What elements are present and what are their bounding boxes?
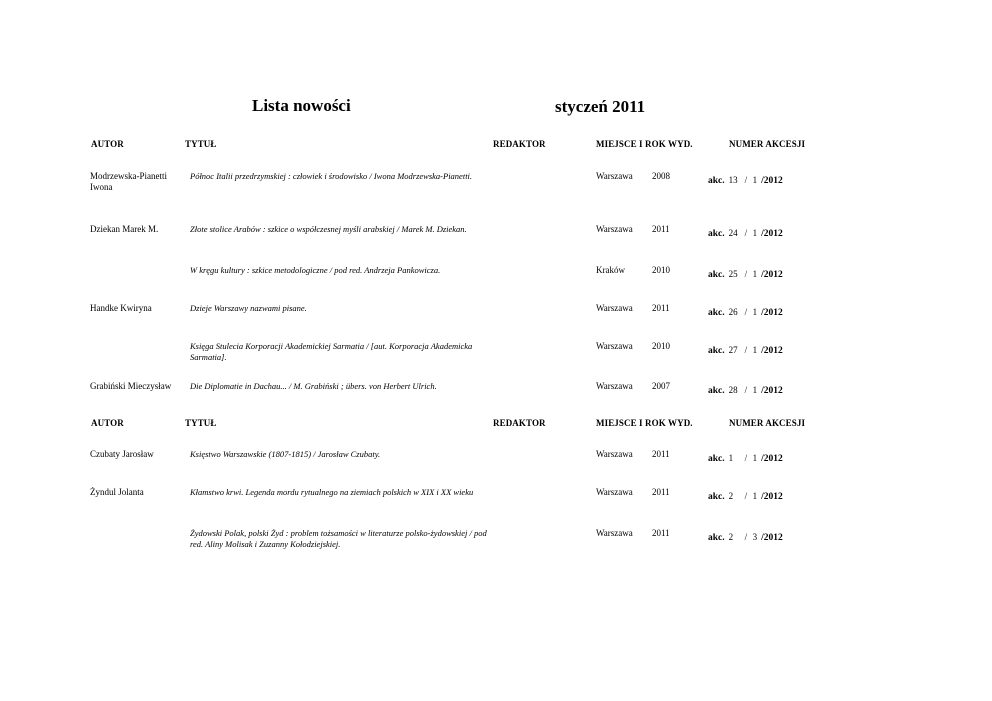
akc-number: 24	[728, 228, 738, 238]
akc-label: akc.	[708, 270, 725, 280]
akc-separator: /	[744, 491, 748, 501]
row-akcesja	[708, 486, 783, 504]
row-tytul: Kłamstwo krwi. Legenda mordu rytualnego na ziemiach polskich w XIX i XX wieku	[190, 487, 474, 497]
col-header-redaktor: REDAKTOR	[493, 418, 546, 428]
row-autor: Czubaty Jarosław	[90, 449, 154, 459]
row-rok: 2011	[652, 449, 670, 459]
row-akcesja	[708, 223, 783, 241]
row-akcesja	[708, 264, 783, 282]
akc-volume: 1	[752, 175, 758, 185]
akc-separator: /	[744, 269, 748, 279]
row-tytul: Die Diplomatie in Dachau... / M. Grabiński ; übers. von Herbert Ulrich.	[190, 381, 437, 391]
akc-number: 26	[728, 307, 738, 317]
akc-year: /2012	[761, 492, 783, 502]
akc-separator: /	[744, 385, 748, 395]
row-akcesja	[708, 380, 783, 398]
row-miejsce: Warszawa	[596, 224, 633, 234]
akc-separator: /	[744, 175, 748, 185]
akc-number: 1	[728, 453, 734, 463]
row-tytul: Złote stolice Arabów : szkice o współczesnej myśli arabskiej / Marek M. Dziekan.	[190, 224, 467, 234]
row-miejsce: Warszawa	[596, 449, 633, 459]
akc-label: akc.	[708, 346, 725, 356]
akc-year: /2012	[761, 346, 783, 356]
akc-year: /2012	[761, 454, 783, 464]
row-akcesja	[708, 448, 783, 466]
akc-year: /2012	[761, 533, 783, 543]
akc-volume: 3	[752, 532, 758, 542]
row-rok: 2008	[652, 171, 670, 181]
row-tytul: W kręgu kultury : szkice metodologiczne / pod red. Andrzeja Pankowicza.	[190, 265, 441, 275]
akc-volume: 1	[752, 491, 758, 501]
akc-volume: 1	[752, 345, 758, 355]
row-rok: 2011	[652, 487, 670, 497]
row-rok: 2010	[652, 265, 670, 275]
akc-separator: /	[744, 307, 748, 317]
akc-number: 2	[728, 532, 734, 542]
akc-volume: 1	[752, 269, 758, 279]
row-autor: Modrzewska-Pianetti Iwona	[90, 171, 167, 192]
akc-number: 13	[728, 175, 738, 185]
akc-year: /2012	[761, 176, 783, 186]
akc-separator: /	[744, 453, 748, 463]
col-header-numer: NUMER AKCESJI	[729, 418, 806, 428]
col-header-miejsce: MIEJSCE I ROK WYD.	[596, 139, 693, 149]
akc-label: akc.	[708, 308, 725, 318]
row-autor: Grabiński Mieczysław	[90, 381, 172, 391]
col-header-numer: NUMER AKCESJI	[729, 139, 806, 149]
row-rok: 2011	[652, 224, 670, 234]
row-tytul: Dzieje Warszawy nazwami pisane.	[190, 303, 307, 313]
row-miejsce: Warszawa	[596, 303, 633, 313]
akc-number: 28	[728, 385, 738, 395]
row-miejsce: Warszawa	[596, 381, 633, 391]
row-rok: 2011	[652, 528, 670, 538]
akc-year: /2012	[761, 270, 783, 280]
akc-volume: 1	[752, 307, 758, 317]
row-miejsce: Warszawa	[596, 528, 633, 538]
row-rok: 2007	[652, 381, 670, 391]
akc-separator: /	[744, 345, 748, 355]
akc-separator: /	[744, 532, 748, 542]
page-month: styczeń 2011	[555, 97, 646, 116]
row-autor: Żyndul Jolanta	[90, 487, 144, 497]
row-tytul: Księga Stulecia Korporacji Akademickiej Sarmatia / [aut. Korporacja Akademicka Sarmatia].	[190, 341, 473, 362]
col-header-autor: AUTOR	[91, 139, 124, 149]
row-tytul: Żydowski Polak, polski Żyd : problem tożsamości w literaturze polsko-żydowskiej / pod red. Aliny Molisak i Zuzanny Kołodziejskiej.	[190, 528, 487, 549]
akc-number: 2	[728, 491, 734, 501]
row-miejsce: Warszawa	[596, 487, 633, 497]
col-header-tytul: TYTUŁ	[185, 418, 217, 428]
row-miejsce: Kraków	[596, 265, 625, 275]
row-rok: 2011	[652, 303, 670, 313]
page-title: Lista nowości	[252, 96, 351, 115]
akc-year: /2012	[761, 308, 783, 318]
row-miejsce: Warszawa	[596, 171, 633, 181]
col-header-redaktor: REDAKTOR	[493, 139, 546, 149]
row-akcesja	[708, 302, 783, 320]
akc-number: 27	[728, 345, 738, 355]
akc-label: akc.	[708, 229, 725, 239]
row-autor: Dziekan Marek M.	[90, 224, 159, 234]
row-tytul: Północ Italii przedrzymskiej : człowiek i środowisko / Iwona Modrzewska-Pianetti.	[190, 171, 473, 181]
akc-separator: /	[744, 228, 748, 238]
col-header-autor: AUTOR	[91, 418, 124, 428]
col-header-miejsce: MIEJSCE I ROK WYD.	[596, 418, 693, 428]
akc-year: /2012	[761, 386, 783, 396]
row-akcesja	[708, 340, 783, 358]
akc-year: /2012	[761, 229, 783, 239]
row-autor: Handke Kwiryna	[90, 303, 152, 313]
akc-number: 25	[728, 269, 738, 279]
akc-volume: 1	[752, 453, 758, 463]
akc-volume: 1	[752, 385, 758, 395]
akc-label: akc.	[708, 176, 725, 186]
akc-label: akc.	[708, 386, 725, 396]
row-akcesja	[708, 527, 783, 545]
akc-label: akc.	[708, 533, 725, 543]
akc-volume: 1	[752, 228, 758, 238]
col-header-tytul: TYTUŁ	[185, 139, 217, 149]
row-tytul: Księstwo Warszawskie (1807-1815) / Jarosław Czubaty.	[190, 449, 381, 459]
row-rok: 2010	[652, 341, 670, 351]
akc-label: akc.	[708, 454, 725, 464]
row-miejsce: Warszawa	[596, 341, 633, 351]
akc-label: akc.	[708, 492, 725, 502]
row-akcesja	[708, 170, 783, 188]
